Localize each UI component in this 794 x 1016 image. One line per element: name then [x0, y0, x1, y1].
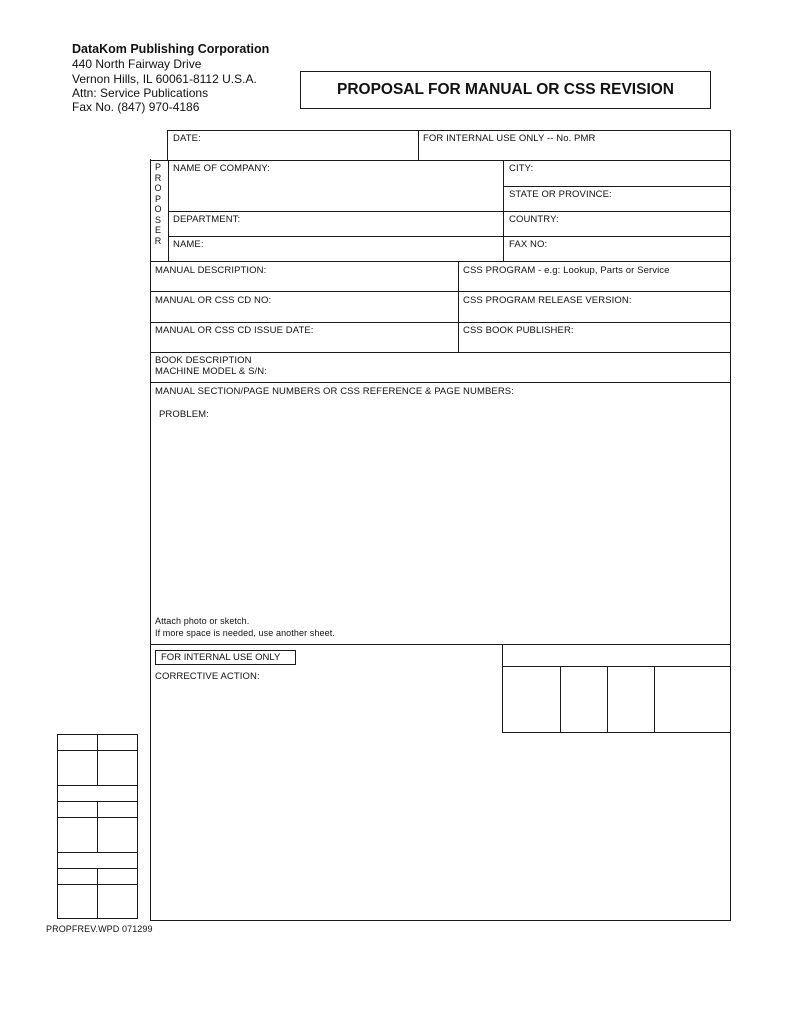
footer-code: PROPFREV.WPD 071299 — [46, 924, 153, 934]
css-publisher-label: CSS BOOK PUBLISHER: — [463, 325, 574, 336]
internal-pmr-label: FOR INTERNAL USE ONLY -- No. PMR — [423, 133, 596, 144]
cd-issue-date-label: MANUAL OR CSS CD ISSUE DATE: — [155, 325, 314, 336]
css-program-label: CSS PROGRAM - e.g: Lookup, Parts or Service — [463, 265, 670, 276]
corrective-action-label: CORRECTIVE ACTION: — [155, 671, 260, 682]
company-name-label: NAME OF COMPANY: — [173, 163, 270, 174]
more-space-note: If more space is needed, use another sheet. — [155, 628, 335, 638]
book-description-label: BOOK DESCRIPTION — [155, 355, 252, 366]
fax-label: FAX NO: — [509, 239, 548, 250]
company-name: DataKom Publishing Corporation — [72, 42, 270, 56]
section-pages-label: MANUAL SECTION/PAGE NUMBERS OR CSS REFERENCE & PAGE NUMBERS: — [155, 386, 514, 397]
problem-label: PROBLEM: — [159, 409, 209, 420]
company-city: Vernon Hills, IL 60061-8112 U.S.A. — [72, 72, 257, 86]
css-release-label: CSS PROGRAM RELEASE VERSION: — [463, 295, 632, 306]
internal-use-box — [155, 650, 296, 665]
country-label: COUNTRY: — [509, 214, 559, 225]
internal-use-label: FOR INTERNAL USE ONLY — [161, 652, 281, 663]
company-attn: Attn: Service Publications — [72, 86, 209, 100]
state-label: STATE OR PROVINCE: — [509, 189, 612, 200]
proposer-vertical-label: P R O P O S E R — [154, 162, 162, 246]
manual-cd-no-label: MANUAL OR CSS CD NO: — [155, 295, 272, 306]
date-label: DATE: — [173, 133, 201, 144]
page-title: PROPOSAL FOR MANUAL OR CSS REVISION — [336, 81, 675, 98]
form-main-box — [150, 130, 731, 921]
company-street: 440 North Fairway Drive — [72, 57, 202, 71]
attach-photo-note: Attach photo or sketch. — [155, 616, 250, 626]
machine-model-label: MACHINE MODEL & S/N: — [155, 366, 267, 377]
title-box — [300, 71, 711, 109]
name-label: NAME: — [173, 239, 204, 250]
department-label: DEPARTMENT: — [173, 214, 241, 225]
city-label: CITY: — [509, 163, 534, 174]
company-fax: Fax No. (847) 970-4186 — [72, 100, 200, 114]
manual-description-label: MANUAL DESCRIPTION: — [155, 265, 267, 276]
